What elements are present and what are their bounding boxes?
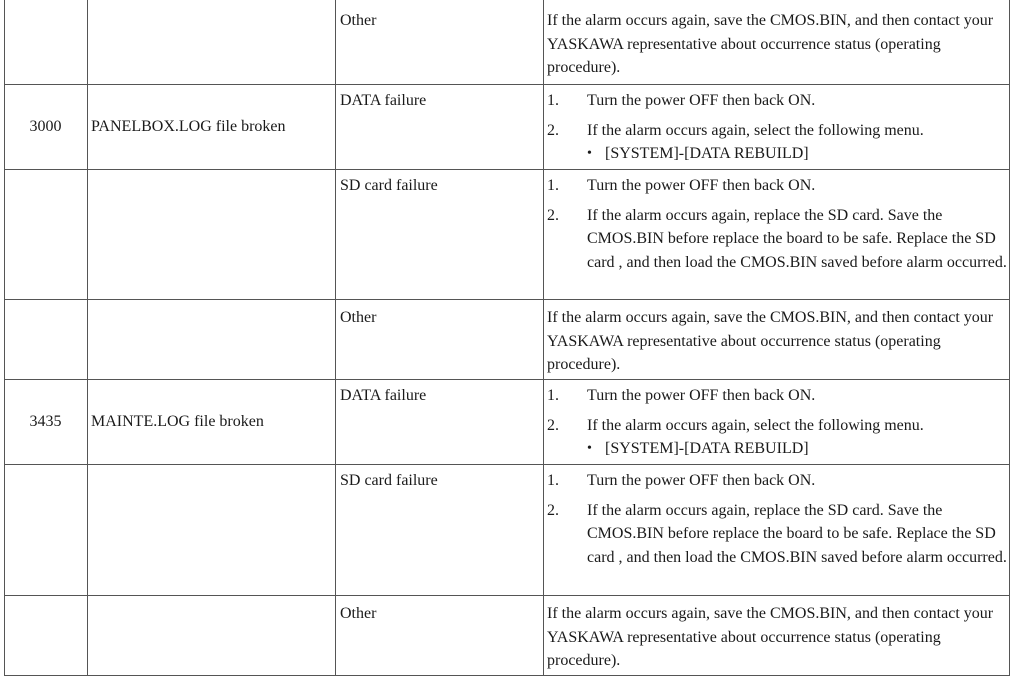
alarm-code: 3435 <box>29 413 62 430</box>
row-divider <box>4 84 1010 85</box>
remedy-cell <box>543 379 1010 464</box>
code-cell <box>4 464 87 595</box>
remedy-step <box>547 499 1007 570</box>
step-text: If the alarm occurs again, select the following menu. <box>587 121 924 139</box>
alarm-cell <box>87 379 335 464</box>
bullet-icon: • <box>587 146 592 161</box>
remedy-text: If the alarm occurs again, save the CMOS.BIN, and then contact your YASKAWA representative about occurrence status (operating procedure). <box>547 12 994 76</box>
cause-text: Other <box>340 309 377 326</box>
cause-text: DATA failure <box>340 92 427 109</box>
code-cell <box>4 299 87 379</box>
cause-cell <box>335 299 543 379</box>
remedy-step <box>547 89 1007 113</box>
table-border <box>1009 0 1010 676</box>
remedy-step <box>547 204 1007 275</box>
remedy-step <box>547 119 1007 166</box>
menu-bullet <box>587 437 1007 461</box>
remedy-step <box>547 384 1007 408</box>
cause-text: Other <box>340 605 377 622</box>
alarm-cell <box>87 299 335 379</box>
remedy-step <box>547 414 1007 461</box>
code-cell <box>4 0 87 84</box>
cause-text: DATA failure <box>340 387 427 404</box>
step-number: 2. <box>547 416 559 434</box>
step-number: 2. <box>547 121 559 139</box>
row-divider <box>4 299 1010 300</box>
table-row <box>4 0 1010 84</box>
remedy-steps <box>547 469 1007 569</box>
step-text: Turn the power OFF then back ON. <box>587 177 816 194</box>
column-divider <box>335 0 336 676</box>
remedy-cell <box>543 0 1010 84</box>
cause-cell <box>335 0 543 84</box>
step-number: 1. <box>547 472 559 489</box>
table-row <box>4 299 1010 379</box>
cause-cell <box>335 379 543 464</box>
remedy-steps <box>547 174 1007 274</box>
row-divider <box>4 169 1010 170</box>
table-row <box>4 169 1010 299</box>
cause-text: Other <box>340 12 377 29</box>
row-divider <box>4 595 1010 596</box>
remedy-step <box>547 174 1007 198</box>
step-number: 2. <box>547 206 559 224</box>
table-border <box>4 0 5 676</box>
bullet-icon: • <box>587 441 592 456</box>
step-text: Turn the power OFF then back ON. <box>587 472 816 489</box>
step-text: If the alarm occurs again, select the following menu. <box>587 416 924 434</box>
remedy-step <box>547 469 1007 493</box>
menu-path: [SYSTEM]-[DATA REBUILD] <box>605 145 809 162</box>
alarm-name: PANELBOX.LOG file broken <box>91 118 286 135</box>
code-cell <box>4 379 87 464</box>
menu-bullet <box>587 142 1007 166</box>
remedy-cell <box>543 169 1010 299</box>
alarm-table <box>4 0 1010 676</box>
cause-text: SD card failure <box>340 472 438 489</box>
step-number: 1. <box>547 92 559 109</box>
alarm-cell <box>87 595 335 676</box>
table-row <box>4 84 1010 169</box>
remedy-cell <box>543 299 1010 379</box>
step-text: If the alarm occurs again, replace the SD card. Save the CMOS.BIN before replace the board to be safe. Replace the SD card , and then load the CMOS.BIN saved before alarm occurred. <box>587 206 1007 271</box>
table-border <box>4 675 1010 676</box>
step-text: If the alarm occurs again, replace the SD card. Save the CMOS.BIN before replace the board to be safe. Replace the SD card , and then load the CMOS.BIN saved before alarm occurred. <box>587 501 1007 566</box>
cause-cell <box>335 464 543 595</box>
alarm-cell <box>87 84 335 169</box>
column-divider <box>543 0 544 676</box>
alarm-code: 3000 <box>29 118 62 135</box>
column-divider <box>87 0 88 676</box>
row-divider <box>4 379 1010 380</box>
step-text: Turn the power OFF then back ON. <box>587 92 816 109</box>
step-number: 1. <box>547 387 559 404</box>
cause-cell <box>335 84 543 169</box>
remedy-cell <box>543 84 1010 169</box>
code-cell <box>4 84 87 169</box>
alarm-name: MAINTE.LOG file broken <box>91 413 264 430</box>
menu-path: [SYSTEM]-[DATA REBUILD] <box>605 440 809 457</box>
remedy-cell <box>543 595 1010 676</box>
remedy-text: If the alarm occurs again, save the CMOS.BIN, and then contact your YASKAWA representative about occurrence status (operating procedure). <box>547 309 994 373</box>
table-row <box>4 464 1010 595</box>
step-number: 1. <box>547 177 559 194</box>
alarm-cell <box>87 0 335 84</box>
alarm-cell <box>87 464 335 595</box>
row-divider <box>4 464 1010 465</box>
cause-cell <box>335 169 543 299</box>
remedy-cell <box>543 464 1010 595</box>
code-cell <box>4 595 87 676</box>
remedy-steps <box>547 89 1007 166</box>
step-text: Turn the power OFF then back ON. <box>587 387 816 404</box>
table-row <box>4 595 1010 676</box>
code-cell <box>4 169 87 299</box>
alarm-cell <box>87 169 335 299</box>
remedy-text: If the alarm occurs again, save the CMOS.BIN, and then contact your YASKAWA representative about occurrence status (operating procedure). <box>547 605 994 669</box>
cause-cell <box>335 595 543 676</box>
remedy-steps <box>547 384 1007 461</box>
table-row <box>4 379 1010 464</box>
cause-text: SD card failure <box>340 177 438 194</box>
step-number: 2. <box>547 501 559 519</box>
